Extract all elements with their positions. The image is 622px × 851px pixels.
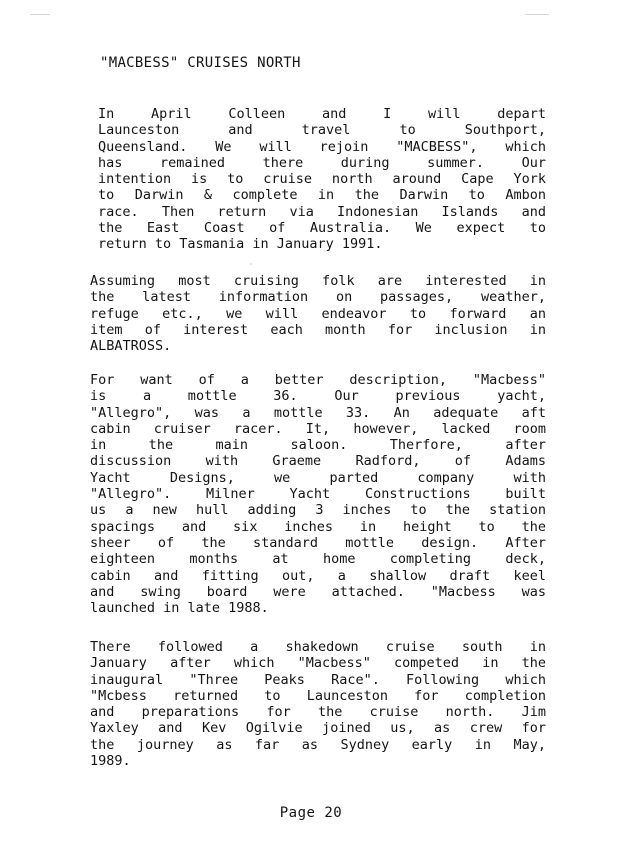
- scan-mark: [30, 14, 50, 15]
- text-line: Assuming most cruising folk are interested in: [90, 273, 546, 289]
- text-line: has remained there during summer. Our: [98, 154, 546, 171]
- text-line: cabin and fitting out, a shallow draft keel: [90, 567, 546, 584]
- text-line: item of interest each month for inclusion in: [90, 321, 546, 338]
- text-line: In April Colleen and I will depart: [98, 106, 546, 122]
- document-title: "MACBESS" CRUISES NORTH: [100, 55, 301, 71]
- text-line: "Mcbess returned to Launceston for completion: [90, 687, 546, 704]
- text-line: sheer of the standard mottle design. After: [90, 534, 546, 551]
- paragraph-1: [98, 106, 546, 253]
- text-line: launched in late 1988.: [90, 600, 269, 617]
- text-line: intention is to cruise north around Cape York: [98, 171, 546, 188]
- text-line: 1989.: [90, 753, 131, 770]
- page-number: Page 20: [279, 805, 343, 821]
- scan-speck: [250, 263, 252, 265]
- text-line: race. Then return via Indonesian Islands and: [98, 203, 546, 220]
- text-line: Launceston and travel to Southport,: [98, 122, 546, 139]
- text-line: January after which "Macbess" competed in the: [90, 655, 546, 672]
- text-line: For want of a better description, "Macbess": [90, 372, 546, 388]
- text-line: cabin cruiser racer. It, however, lacked room: [90, 420, 546, 437]
- text-line: "Allegro", was a mottle 33. An adequate aft: [90, 404, 546, 421]
- text-line: ALBATROSS.: [90, 338, 172, 355]
- text-line: the journey as far as Sydney early in May,: [90, 736, 546, 753]
- paragraph-2: [90, 273, 546, 354]
- text-line: eighteen months at home completing deck,: [90, 551, 546, 568]
- text-line: us a new hull adding 3 inches to the station: [90, 502, 546, 519]
- scan-mark: [525, 14, 549, 15]
- text-line: Yacht Designs, we parted company with: [90, 469, 546, 486]
- text-line: "Allegro". Milner Yacht Constructions built: [90, 486, 546, 503]
- text-line: the East Coast of Australia. We expect to: [98, 220, 546, 237]
- text-line: spacings and six inches in height to the: [90, 518, 546, 535]
- text-line: inaugural "Three Peaks Race". Following which: [90, 671, 546, 688]
- text-line: and preparations for the cruise north. Jim: [90, 704, 546, 721]
- text-line: the latest information on passages, weather,: [90, 289, 546, 306]
- text-line: is a mottle 36. Our previous yacht,: [90, 388, 546, 405]
- text-line: in the main saloon. Therfore, after: [90, 437, 546, 454]
- text-line: Yaxley and Kev Ogilvie joined us, as crew for: [90, 720, 546, 737]
- text-line: refuge etc., we will endeavor to forward an: [90, 305, 546, 322]
- text-line: return to Tasmania in January 1991.: [98, 236, 383, 253]
- text-line: There followed a shakedown cruise south in: [90, 639, 546, 655]
- text-line: and swing board were attached. "Macbess was: [90, 583, 546, 600]
- text-line: discussion with Graeme Radford, of Adams: [90, 453, 546, 470]
- text-line: to Darwin & complete in the Darwin to Ambon: [98, 187, 546, 204]
- paragraph-3: [90, 372, 546, 616]
- paragraph-4: [90, 639, 546, 769]
- text-line: Queensland. We will rejoin "MACBESS", which: [98, 138, 546, 155]
